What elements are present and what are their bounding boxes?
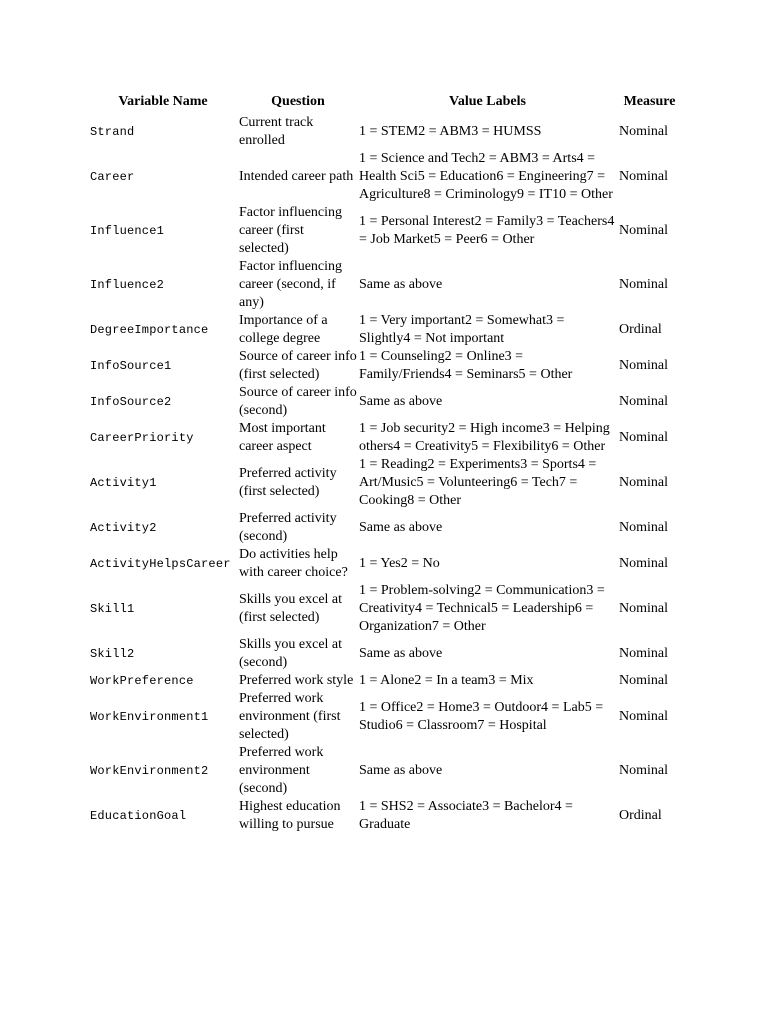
measure-cell: Nominal — [619, 124, 668, 139]
table-row — [88, 150, 682, 204]
variable-name-cell: EducationGoal — [90, 809, 187, 823]
table-row — [88, 420, 682, 456]
value-labels-cell: Same as above — [359, 277, 443, 292]
variable-name-cell: Strand — [90, 125, 135, 139]
table-row — [88, 312, 682, 348]
value-labels-cell: 1 = Problem-solving2 = Communication3 = Creativity4 = Technical5 = Leadership6 = Organization7 = Other — [359, 583, 605, 634]
table-row — [88, 384, 682, 420]
measure-cell: Ordinal — [619, 322, 662, 337]
measure-cell: Nominal — [619, 358, 668, 373]
question-cell: Preferred work style — [239, 673, 354, 688]
question-cell: Factor influencing career (first selected) — [239, 205, 343, 256]
value-labels-cell: 1 = Yes2 = No — [359, 556, 440, 571]
table-row — [88, 546, 682, 582]
table-row — [88, 348, 682, 384]
value-labels-cell: Same as above — [359, 646, 443, 661]
question-cell: Preferred activity (first selected) — [239, 466, 337, 499]
variable-name-cell: InfoSource1 — [90, 359, 172, 373]
table-row — [88, 744, 682, 798]
variable-name-cell: Activity1 — [90, 476, 157, 490]
header-variable-name: Variable Name — [118, 94, 208, 109]
measure-cell: Nominal — [619, 763, 668, 778]
value-labels-cell: 1 = Reading2 = Experiments3 = Sports4 = Art/Music5 = Volunteering6 = Tech7 = Cooking8 = Other — [359, 457, 597, 508]
measure-cell: Nominal — [619, 430, 668, 445]
measure-cell: Nominal — [619, 556, 668, 571]
value-labels-cell: Same as above — [359, 520, 443, 535]
measure-cell: Nominal — [619, 709, 668, 724]
measure-cell: Nominal — [619, 277, 668, 292]
variable-name-cell: Skill1 — [90, 602, 135, 616]
variable-name-cell: WorkEnvironment1 — [90, 710, 209, 724]
value-labels-cell: Same as above — [359, 763, 443, 778]
variable-name-cell: DegreeImportance — [90, 323, 209, 337]
value-labels-cell: 1 = Office2 = Home3 = Outdoor4 = Lab5 = Studio6 = Classroom7 = Hospital — [359, 700, 604, 733]
header-question: Question — [271, 94, 325, 109]
measure-cell: Nominal — [619, 646, 668, 661]
variable-name-cell: WorkEnvironment2 — [90, 764, 209, 778]
question-cell: Skills you excel at (second) — [239, 637, 343, 670]
table-row — [88, 690, 682, 744]
header-measure: Measure — [623, 94, 676, 109]
question-cell: Importance of a college degree — [239, 313, 328, 346]
header-row — [88, 93, 682, 114]
variable-name-cell: Influence2 — [90, 278, 165, 292]
value-labels-cell: Same as above — [359, 394, 443, 409]
variable-name-cell: Skill2 — [90, 647, 135, 661]
table-body — [88, 114, 682, 834]
measure-cell: Nominal — [619, 394, 668, 409]
measure-cell: Ordinal — [619, 808, 662, 823]
measure-cell: Nominal — [619, 520, 668, 535]
question-cell: Do activities help with career choice? — [239, 547, 348, 580]
value-labels-cell: 1 = Job security2 = High income3 = Helping others4 = Creativity5 = Flexibility6 = Other — [359, 421, 610, 454]
variable-name-cell: ActivityHelpsCareer — [90, 557, 231, 571]
table-row — [88, 114, 682, 150]
value-labels-cell: 1 = Alone2 = In a team3 = Mix — [359, 673, 534, 688]
question-cell: Preferred work environment (first selected) — [239, 691, 341, 742]
question-cell: Preferred work environment (second) — [239, 745, 324, 796]
variable-name-cell: InfoSource2 — [90, 395, 172, 409]
question-cell: Source of career info (second) — [239, 385, 357, 418]
table-row — [88, 456, 682, 510]
table-row — [88, 672, 682, 690]
question-cell: Current track enrolled — [239, 115, 314, 148]
measure-cell: Nominal — [619, 673, 668, 688]
header-value-labels: Value Labels — [449, 94, 526, 109]
table-row — [88, 258, 682, 312]
measure-cell: Nominal — [619, 475, 668, 490]
table-row — [88, 510, 682, 546]
value-labels-cell: 1 = STEM2 = ABM3 = HUMSS — [359, 124, 542, 139]
question-cell: Factor influencing career (second, if any) — [239, 259, 343, 310]
measure-cell: Nominal — [619, 169, 668, 184]
document-page — [88, 93, 688, 834]
table-row — [88, 204, 682, 258]
value-labels-cell: 1 = Science and Tech2 = ABM3 = Arts4 = Health Sci5 = Education6 = Engineering7 = Agriculture8 = Criminology9 = IT10 = Other — [359, 151, 613, 202]
value-labels-cell: 1 = Counseling2 = Online3 = Family/Friends4 = Seminars5 = Other — [359, 349, 573, 382]
value-labels-cell: 1 = SHS2 = Associate3 = Bachelor4 = Graduate — [359, 799, 573, 832]
table-row — [88, 798, 682, 834]
variable-name-cell: Activity2 — [90, 521, 157, 535]
question-cell: Source of career info (first selected) — [239, 349, 357, 382]
question-cell: Intended career path — [239, 169, 354, 184]
variable-name-cell: Influence1 — [90, 224, 165, 238]
variable-name-cell: CareerPriority — [90, 431, 194, 445]
question-cell: Skills you excel at (first selected) — [239, 592, 343, 625]
table-row — [88, 582, 682, 636]
variable-name-cell: Career — [90, 170, 135, 184]
value-labels-cell: 1 = Personal Interest2 = Family3 = Teachers4 = Job Market5 = Peer6 = Other — [359, 214, 615, 247]
value-labels-cell: 1 = Very important2 = Somewhat3 = Slightly4 = Not important — [359, 313, 565, 346]
variable-codebook-table — [88, 93, 682, 834]
measure-cell: Nominal — [619, 223, 668, 238]
question-cell: Highest education willing to pursue — [239, 799, 341, 832]
table-row — [88, 636, 682, 672]
table-header — [88, 93, 682, 114]
variable-name-cell: WorkPreference — [90, 674, 194, 688]
question-cell: Most important career aspect — [239, 421, 326, 454]
measure-cell: Nominal — [619, 601, 668, 616]
question-cell: Preferred activity (second) — [239, 511, 337, 544]
